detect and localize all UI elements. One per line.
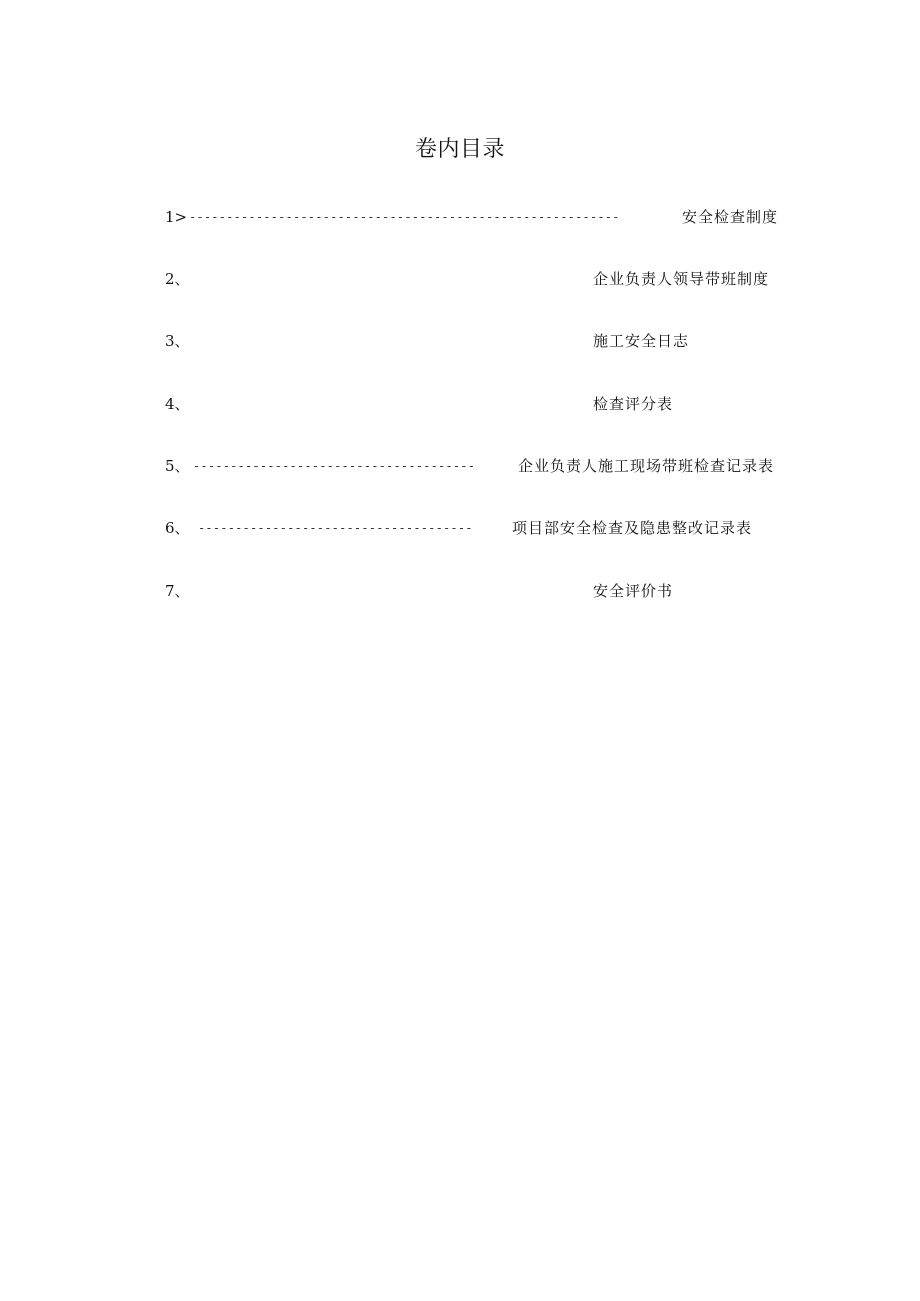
toc-entry-number: 4、: [165, 395, 190, 413]
toc-entry-text: 安全评价书: [593, 582, 674, 600]
toc-entry-number: 3、: [165, 332, 190, 350]
toc-entry-text: 企业负责人领导带班制度: [593, 270, 770, 288]
page-title: 卷内目录: [414, 137, 505, 162]
toc-entry-number: 6、: [165, 519, 190, 537]
toc-entry-number: 2、: [165, 270, 190, 288]
toc-entry-number: 7、: [165, 582, 190, 600]
toc-entry-number: 1>: [165, 208, 188, 226]
toc-entry-text: 检查评分表: [593, 395, 674, 413]
toc-entry-text: 企业负责人施工现场带班检查记录表: [518, 457, 775, 475]
toc-entry-leader: -------------------------------------: [198, 521, 473, 535]
toc-entry-text: 项目部安全检查及隐患整改记录表: [512, 519, 753, 537]
toc-entry-text: 安全检查制度: [682, 208, 779, 226]
toc-entry-leader: --------------------------------------: [193, 459, 476, 473]
toc-entry-number: 5、: [165, 457, 190, 475]
toc-entry-text: 施工安全日志: [593, 332, 690, 350]
toc-entry-leader: ----------------------------------------------------------: [189, 210, 620, 224]
